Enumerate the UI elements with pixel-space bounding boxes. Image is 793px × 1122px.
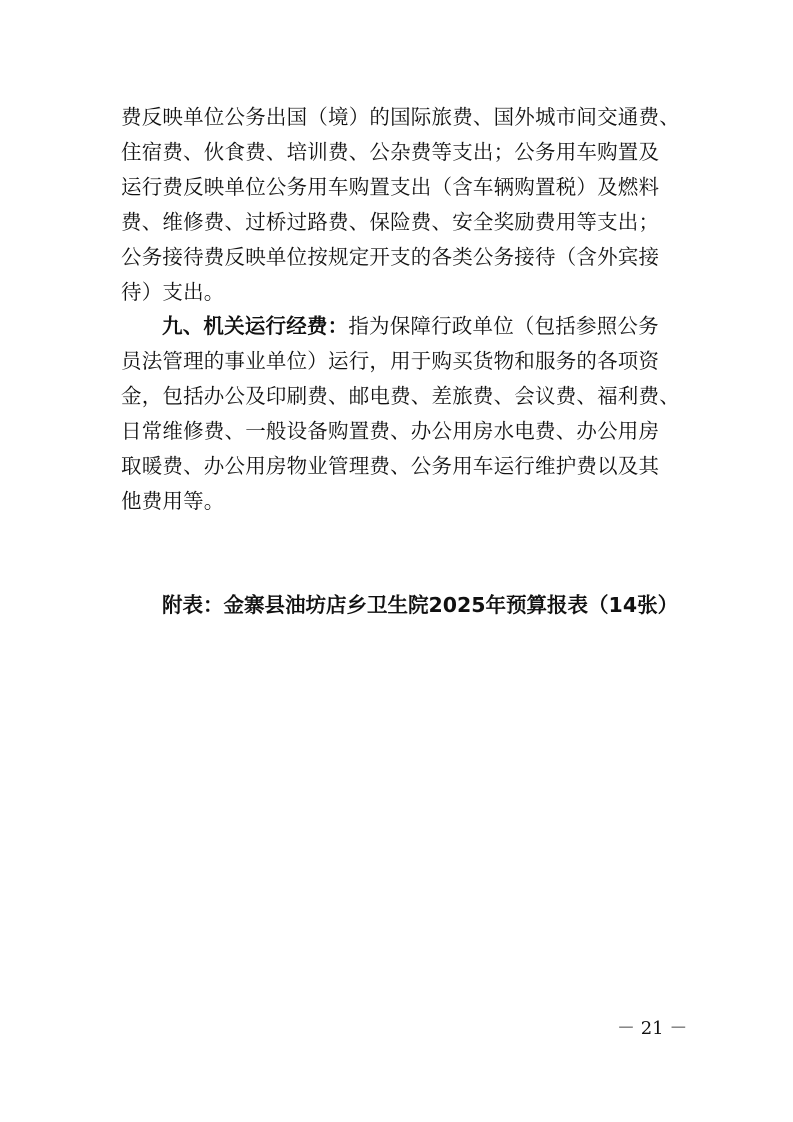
paragraph-line: 费反映单位公务出国（境）的国际旅费、国外城市间交通费、 xyxy=(121,105,680,129)
paragraph-line: 金，包括办公及印刷费、邮电费、差旅费、会议费、福利费、 xyxy=(121,384,680,409)
body-text xyxy=(121,100,680,519)
paragraph-line: 运行费反映单位公务用车购置支出（含车辆购置税）及燃料 xyxy=(121,174,660,199)
paragraph-line: 取暖费、办公用房物业管理费、公务用车运行维护费以及其 xyxy=(121,454,660,479)
paragraph-line: 员法管理的事业单位）运行，用于购买货物和服务的各项资 xyxy=(121,349,660,374)
attachment-title: 金寨县油坊店乡卫生院2025年预算报表（14张） xyxy=(223,593,679,617)
section-9-first-text: 指为保障行政单位（包括参照公务 xyxy=(348,314,659,339)
paragraph-line: 住宿费、伙食费、培训费、公杂费等支出；公务用车购置及 xyxy=(121,139,660,164)
paragraph-line: 日常维修费、一般设备购置费、办公用房水电费、办公用房 xyxy=(121,419,660,444)
paragraph-line: 他费用等。 xyxy=(121,488,225,513)
page-number: － 21 － xyxy=(617,1018,688,1039)
paragraph-line: 费、维修费、过桥过路费、保险费、安全奖励费用等支出； xyxy=(121,209,660,234)
attachment-label: 附表： xyxy=(162,593,224,617)
paragraph-line: 公务接待费反映单位按规定开支的各类公务接待（含外宾接 xyxy=(121,244,660,269)
section-9-heading: 九、机关运行经费： xyxy=(162,314,349,339)
section-9-first-line xyxy=(121,309,674,344)
attachment-note xyxy=(162,588,678,622)
paragraph-line: 待）支出。 xyxy=(121,279,225,304)
